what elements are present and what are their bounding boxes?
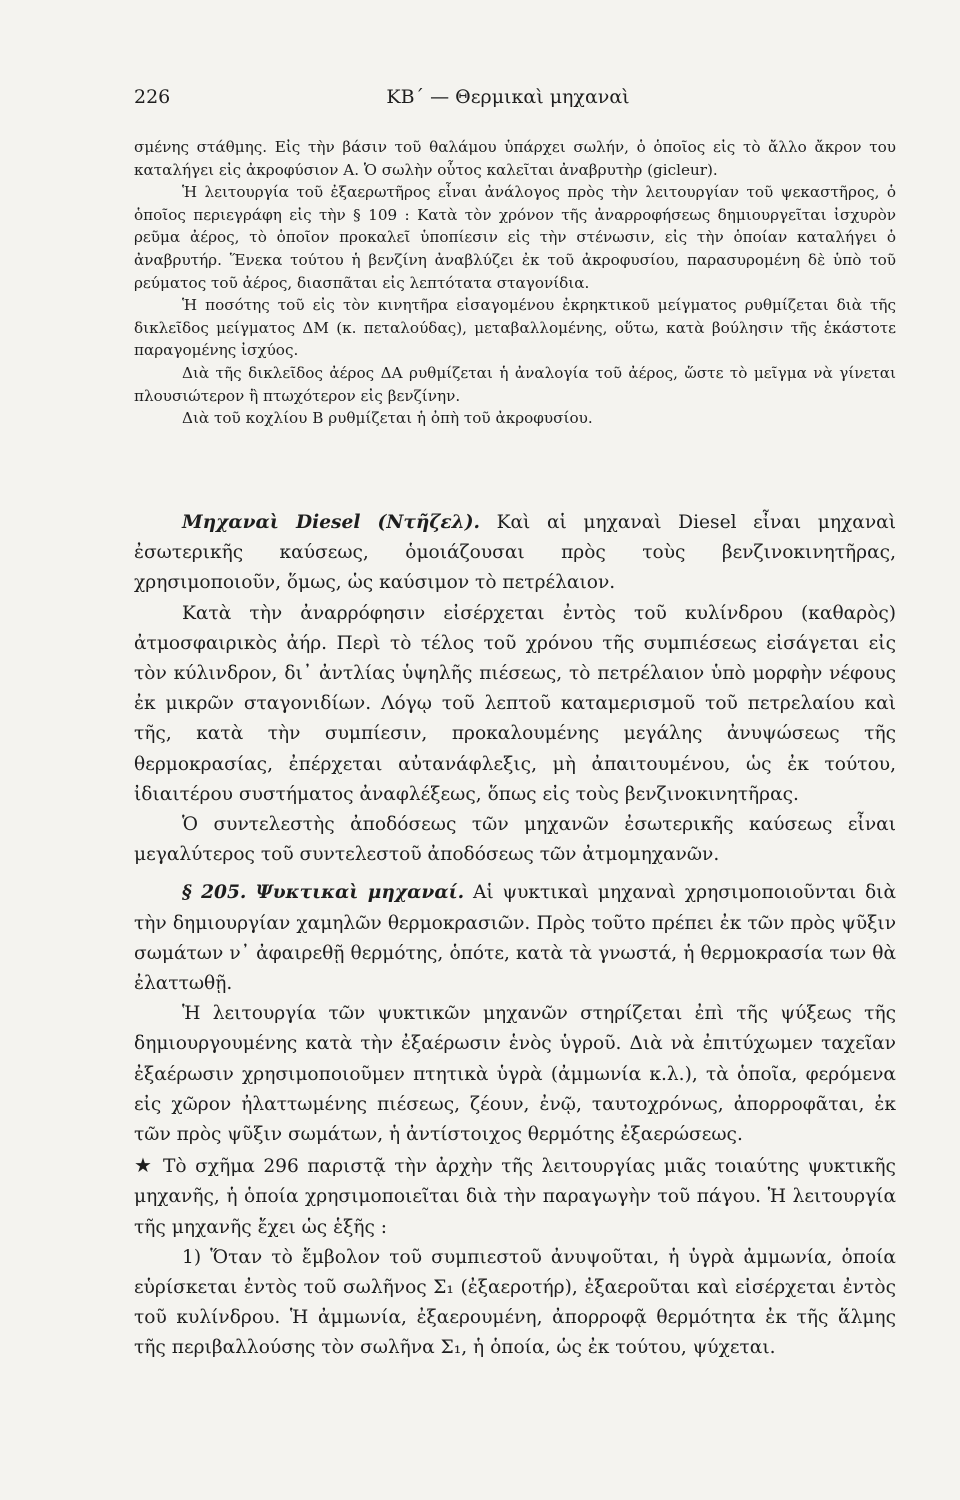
figure-paragraph	[134, 1150, 896, 1243]
refrigeration-paragraph	[134, 878, 896, 999]
paragraph-text: Τὸ σχῆμα 296 παριστᾷ τὴν ἀρχὴν τῆς λειτουργίας μιᾶς τοιαύτης ψυκτικῆς μηχανῆς, ἡ ὁποία χρησιμοποιεῖται διὰ τὴν παραγωγὴν τοῦ πάγου. Ἡ λειτουργία τῆς μηχανῆς ἔχει ὡς ἑξῆς :	[134, 1156, 896, 1238]
paragraph: Ἡ ποσότης τοῦ εἰς τὸν κινητῆρα εἰσαγομένου ἐκρηκτικοῦ μείγματος ρυθμίζεται διὰ τῆς δικλεῖδος μείγματος ΔΜ (κ. πεταλούδας), μεταβαλλομένης, οὕτω, κατὰ βούλησιν τῆς ἑκάστοτε παραγομένης ἰσχύος.	[134, 296, 896, 360]
paragraph: Ἡ λειτουργία τοῦ ἐξαερωτῆρος εἶναι ἀνάλογος πρὸς τὴν λειτουργίαν τοῦ ψεκαστῆρος, ὁ ὁποῖος περιεγράφη εἰς τὴν § 109 : Κατὰ τὸν χρόνον τῆς ἀναρροφήσεως δημιουργεῖται ἰσχυρὸν ρεῦμα ἀέρος, τὸ ὁποῖον προκαλεῖ ὑποπίεσιν εἰς τὴν στένωσιν, εἰς τὴν ὁποίαν καταλήγει ὁ ἀναβρυτήρ. Ἕνεκα τούτου ἡ βενζίνη ἀναβλύζει ἐκ τοῦ ἀκροφυσίου, παρασυρομένη δὲ ὑπὸ τοῦ ρεύματος τοῦ ἀέρος, διασπᾶται εἰς λεπτότατα σταγονίδια.	[134, 183, 896, 292]
paragraph-text: Καὶ αἱ μηχαναὶ Diesel εἶναι μηχαναὶ ἐσωτερικῆς καύσεως, ὁμοιάζουσαι πρὸς τοὺς βενζινοκινητῆρας, χρησιμοποιοῦν, ὅμως, ὡς καύσιμον τὸ πετρέλαιον.	[134, 512, 896, 594]
running-title: ΚΒ΄ — Θερμικαὶ μηχαναὶ	[386, 86, 630, 108]
diesel-heading: Μηχαναὶ Diesel (Ντῆζελ).	[182, 512, 480, 533]
main-text-section	[134, 508, 896, 1364]
diesel-paragraph	[134, 508, 896, 599]
page-header	[134, 86, 882, 118]
paragraph: 1) Ὅταν τὸ ἔμβολον τοῦ συμπιεστοῦ ἀνυψοῦται, ἡ ὑγρὰ ἀμμωνία, ὁποία εὑρίσκεται ἐντὸς τοῦ σωλῆνος Σ₁ (ἐξαεροτήρ), ἐξαεροῦται καὶ εἰσέρχεται ἐντὸς τοῦ κυλίνδρου. Ἡ ἀμμωνία, ἐξαερουμένη, ἀπορροφᾷ θερμότητα ἐκ τῆς ἅλμης τῆς περιβαλλούσης τὸν σωλῆνα Σ₁, ἡ ὁποία, ὡς ἐκ τούτου, ψύχεται.	[134, 1246, 896, 1359]
paragraph: Διὰ τῆς δικλεῖδος ἀέρος ΔΑ ρυθμίζεται ἡ ἀναλογία τοῦ ἀέρος, ὥστε τὸ μεῖγμα νὰ γίνεται πλουσιώτερον ἢ πτωχότερον εἰς βενζίνην.	[134, 363, 896, 405]
paragraph: Διὰ τοῦ κοχλίου Β ρυθμίζεται ἡ ὀπὴ τοῦ ἀκροφυσίου.	[182, 409, 593, 428]
section-205-heading: § 205. Ψυκτικαὶ μηχαναί.	[182, 882, 465, 904]
small-print-section	[134, 136, 896, 430]
paragraph-text: Αἱ ψυκτικαὶ μηχαναὶ χρησιμοποιοῦνται διὰ τὴν δημιουργίαν χαμηλῶν θερμοκρασιῶν. Πρὸς τοῦτο πρέπει ἐκ τῶν πρὸς ψῦξιν σωμάτων ν᾽ ἀφαιρεθῇ θερμότης, ὁπότε, κατὰ τὰ γνωστά, ἡ θερμοκρασία των θὰ ἐλαττωθῇ.	[134, 882, 897, 995]
star-icon: ★	[134, 1153, 155, 1178]
paragraph: Κατὰ τὴν ἀναρρόφησιν εἰσέρχεται ἐντὸς τοῦ κυλίνδρου (καθαρὸς) ἀτμοσφαιρικὸς ἀήρ. Περὶ τὸ τέλος τοῦ χρόνου τῆς συμπιέσεως εἰσάγεται εἰς τὸν κύλινδρον, δι᾽ ἀντλίας ὑψηλῆς πιέσεως, τὸ πετρέλαιον ὑπὸ μορφὴν νέφους ἐκ μικρῶν σταγονιδίων. Λόγῳ τοῦ λεπτοῦ καταμερισμοῦ τοῦ πετρελαίου καὶ τῆς, κατὰ τὴν συμπίεσιν, προκαλουμένης μεγάλης ἀνυψώσεως τῆς θερμοκρασίας, ἐπέρχεται αὐτανάφλεξις, μὴ ἀπαιτουμένου, ὡς ἐκ τούτου, ἰδιαιτέρου συστήματος ἀναφλέξεως, ὅπως εἰς τοὺς βενζινοκινητῆρας.	[134, 602, 896, 805]
paragraph: σμένης στάθμης. Εἰς τὴν βάσιν τοῦ θαλάμου ὑπάρχει σωλήν, ὁ ὁποῖος εἰς τὸ ἄλλο ἄκρον του καταλήγει εἰς ἀκροφύσιον Α. Ὁ σωλὴν οὗτος καλεῖται ἀναβρυτὴρ (gicleur).	[134, 138, 896, 179]
paragraph: Ἡ λειτουργία τῶν ψυκτικῶν μηχανῶν στηρίζεται ἐπὶ τῆς ψύξεως τῆς δημιουργουμένης κατὰ τὴν ἐξαέρωσιν ἑνὸς ὑγροῦ. Διὰ νὰ ἐπιτύχωμεν ταχεῖαν ἐξαέρωσιν χρησιμοποιοῦμεν πτητικὰ ὑγρὰ (ἀμμωνία κ.λ.), τὰ ὁποῖα, φερόμενα εἰς χῶρον ἠλαττωμένης πιέσεως, ζέουν, ἐνῷ, ταυτοχρόνως, ἀπορροφᾶται, ἐκ τῶν πρὸς ψῦξιν σωμάτων, ἡ ἀντίστοιχος θερμότης ἐξαερώσεως.	[134, 1003, 896, 1146]
page-number: 226	[134, 86, 171, 108]
paragraph: Ὁ συντελεστὴς ἀποδόσεως τῶν μηχανῶν ἐσωτερικῆς καύσεως εἶναι μεγαλύτερος τοῦ συντελεστοῦ ἀποδόσεως τῶν ἀτμομηχανῶν.	[134, 814, 896, 866]
